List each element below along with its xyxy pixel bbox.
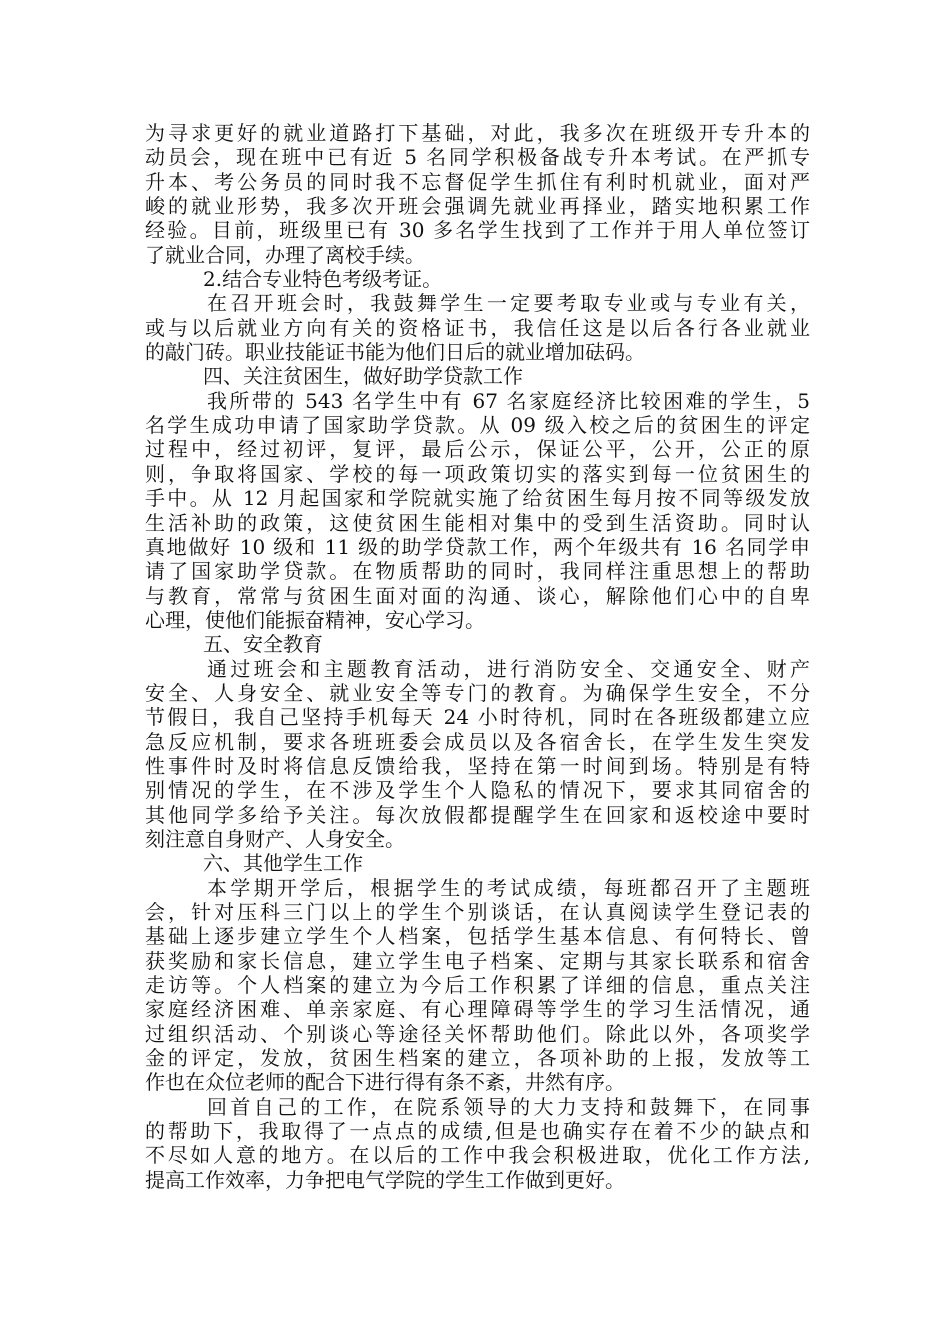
text-line: 生活补助的政策，这使贫困生能相对集中的受到生活资助。同时认 [145,510,810,535]
text-line: 获奖励和家长信息，建立学生电子档案、定期与其家长联系和宿舍 [145,948,810,973]
text-line: 性事件时及时将信息反馈给我，坚持在第一时间到场。特别是有特 [145,753,810,778]
text-line: 急反应机制，要求各班班委会成员以及各宿舍长，在学生发生突发 [145,729,810,754]
text-line: 走访等。个人档案的建立为今后工作积累了详细的信息，重点关注 [145,973,810,998]
section-heading: 六、其他学生工作 [203,851,363,876]
text-line: 动员会，现在班中已有近 5 名同学积极备战专升本考试。在严抓专 [145,145,810,170]
text-line: 峻的就业形势，我多次开班会强调先就业再择业，踏实地积累工作 [145,194,810,219]
text-line: 通过班会和主题教育活动，进行消防安全、交通安全、财产 [207,656,810,681]
text-line: 提高工作效率，力争把电气学院的学生工作做到更好。 [145,1167,625,1192]
text-line: 过组织活动、个别谈心等途径关怀帮助他们。除此以外，各项奖学 [145,1021,810,1046]
text-line: 在召开班会时，我鼓舞学生一定要考取专业或与专业有关， [207,291,810,316]
text-line: 不尽如人意的地方。在以后的工作中我会积极进取，优化工作方法, [145,1143,810,1168]
document-body [145,121,810,1192]
text-line: 心理，使他们能振奋精神，安心学习。 [145,607,485,632]
text-line: 的帮助下，我取得了一点点的成绩,但是也确实存在着不少的缺点和 [145,1119,810,1144]
text-line: 则，争取将国家、学校的每一项政策切实的落实到每一位贫困生的 [145,461,810,486]
text-line: 本学期开学后，根据学生的考试成绩，每班都召开了主题班 [207,875,810,900]
text-line: 节假日，我自己坚持手机每天 24 小时待机，同时在各班级都建立应 [145,705,810,730]
text-line: 金的评定，发放，贫困生档案的建立，各项补助的上报，发放等工 [145,1046,810,1071]
section-heading: 2.结合专业特色考级考证。 [203,267,443,292]
text-line: 与教育，常常与贫困生面对面的沟通、谈心，解除他们心中的自卑 [145,583,810,608]
text-line: 或与以后就业方向有关的资格证书，我信任这是以后各行各业就业 [145,315,810,340]
text-line: 了就业合同，办理了离校手续。 [145,242,425,267]
text-line: 安全、人身安全、就业安全等专门的教育。为确保学生安全，不分 [145,680,810,705]
text-line: 基础上逐步建立学生个人档案，包括学生基本信息、有何特长、曾 [145,924,810,949]
text-line: 请了国家助学贷款。在物质帮助的同时，我同样注重思想上的帮助 [145,559,810,584]
text-line: 其他同学多给予关注。每次放假都提醒学生在回家和返校途中要时 [145,802,810,827]
text-line: 升本、考公务员的同时我不忘督促学生抓住有利时机就业，面对严 [145,169,810,194]
text-line: 会，针对压科三门以上的学生个别谈话，在认真阅读学生登记表的 [145,900,810,924]
text-line: 刻注意自身财产、人身安全。 [145,826,405,851]
text-line: 别情况的学生，在不涉及学生个人隐私的情况下，要求其同宿舍的 [145,778,810,803]
text-line: 真地做好 10 级和 11 级的助学贷款工作，两个年级共有 16 名同学申 [145,534,810,559]
text-line: 过程中，经过初评，复评，最后公示，保证公平，公开，公正的原 [145,437,810,462]
text-line: 经验。目前，班级里已有 30 多名学生找到了工作并于用人单位签订 [145,218,810,243]
text-line: 我所带的 543 名学生中有 67 名家庭经济比较困难的学生，5 [207,388,810,413]
text-line: 手中。从 12 月起国家和学院就实施了给贫困生每月按不同等级发放 [145,486,810,511]
text-line: 为寻求更好的就业道路打下基础，对此，我多次在班级开专升本的 [145,121,810,145]
text-line: 名学生成功申请了国家助学贷款。从 09 级入校之后的贫困生的评定 [145,413,810,438]
text-line: 的敲门砖。职业技能证书能为他们日后的就业增加砝码。 [145,340,645,365]
text-line: 作也在众位老师的配合下进行得有条不紊，井然有序。 [145,1070,625,1095]
section-heading: 四、关注贫困生，做好助学贷款工作 [203,364,523,389]
section-heading: 五、安全教育 [203,632,323,657]
text-line: 回首自己的工作，在院系领导的大力支持和鼓舞下，在同事 [207,1094,810,1119]
text-line: 家庭经济困难、单亲家庭、有心理障碍等学生的学习生活情况，通 [145,997,810,1022]
